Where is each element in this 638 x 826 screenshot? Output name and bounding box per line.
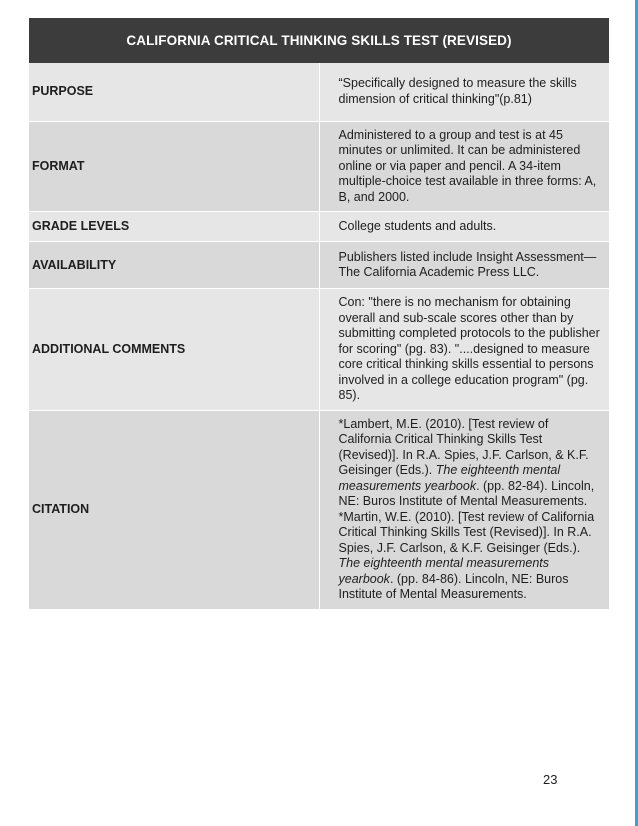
table-title: CALIFORNIA CRITICAL THINKING SKILLS TEST (REVISED) — [29, 18, 609, 63]
citation-entry — [339, 510, 604, 603]
citation-text: . (pp. 84-86). Lincoln, NE: Buros Institute of Mental Measurements. — [338, 571, 569, 601]
row-value: Con: "there is no mechanism for obtaining overall and sub-scale scores other than by submitting completed protocols to the publisher for scoring" (pg. 83). "....designed to measure core critical thinking skills essential to persons involved in a college education program" (pg. 85). — [319, 289, 609, 411]
citation-text: *Lambert, M.E. (2010). [Test review of California Critical Thinking Skills Test (Revised)]. In R.A. Spies, J.F. Carlson, & K.F. Geisinger (Eds.). — [338, 416, 589, 477]
table-row-availability — [29, 242, 609, 289]
citation-title: The eighteenth mental measurements yearbook — [338, 463, 561, 493]
assessment-table — [29, 18, 609, 610]
row-label: CITATION — [29, 410, 319, 609]
row-label: AVAILABILITY — [29, 242, 319, 289]
table-row-format — [29, 121, 609, 212]
row-value: Publishers listed include Insight Assessment—The California Academic Press LLC. — [319, 242, 609, 289]
citation-text: *Martin, W.E. (2010). [Test review of California Critical Thinking Skills Test (Revised)]. In R.A. Spies, J.F. Carlson, & K.F. Geisinger (Eds.). — [338, 509, 595, 555]
row-value: “Specifically designed to measure the skills dimension of critical thinking"(p.81) — [319, 63, 609, 121]
table-row-grade-levels — [29, 212, 609, 242]
citation-entry — [339, 417, 604, 510]
table-header-row — [29, 18, 609, 63]
row-label: GRADE LEVELS — [29, 212, 319, 242]
table-row-citation — [29, 410, 609, 609]
row-label: ADDITIONAL COMMENTS — [29, 289, 319, 411]
row-value: Administered to a group and test is at 45 minutes or unlimited. It can be administered online or via paper and pencil. A 34-item multiple-choice test available in three forms: A, B, and 2000. — [319, 121, 609, 212]
row-label: PURPOSE — [29, 63, 319, 121]
row-label: FORMAT — [29, 121, 319, 212]
row-value: College students and adults. — [319, 212, 609, 242]
citation-list — [319, 410, 609, 609]
page-number: 23 — [543, 772, 558, 787]
citation-text: . (pp. 82-84). Lincoln, NE: Buros Institute of Mental Measurements. — [338, 478, 595, 508]
citation-title: The eighteenth mental measurements yearbook — [338, 556, 550, 586]
table-row-purpose — [29, 63, 609, 121]
table-row-additional-comments — [29, 289, 609, 411]
